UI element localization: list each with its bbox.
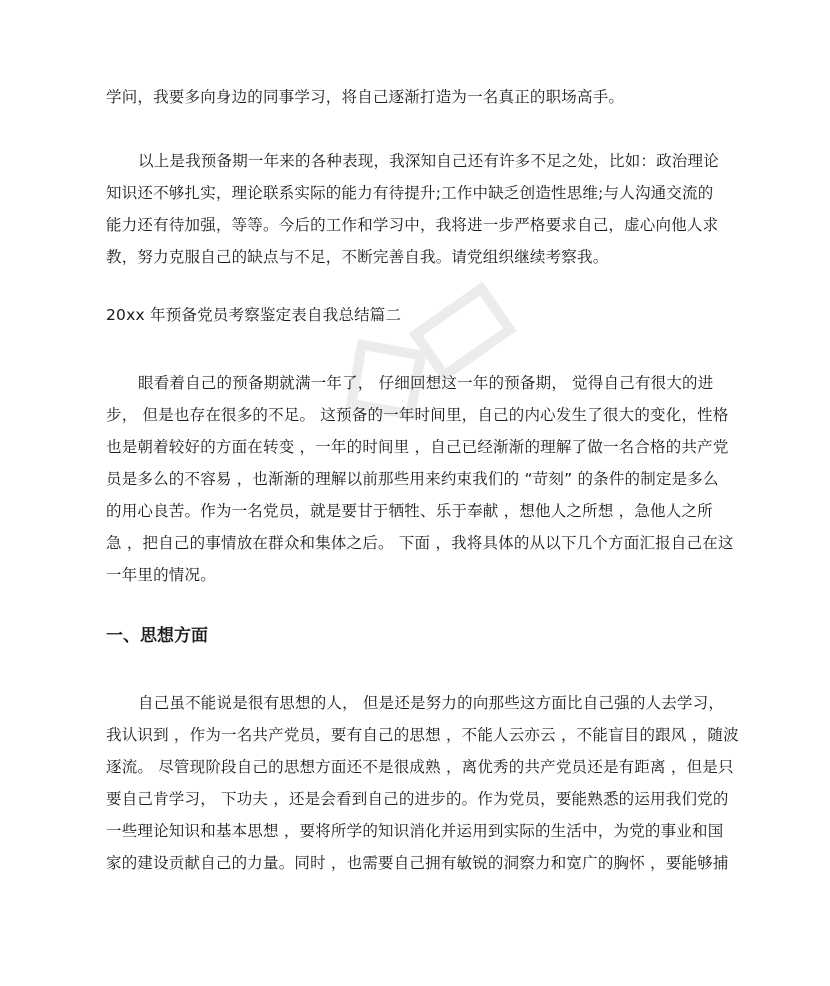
thought-line-4: 要自己肯学习， 下功夫 ，还是会看到自己的进步的。作为党员，要能熟悉的运用我们党的 xyxy=(106,790,729,808)
heading-thought: 一、思想方面 xyxy=(106,626,208,646)
thought-line-2: 我认识到 ，作为一名共产党员，要有自己的思想 ，不能人云亦云 ，不能盲目的跟风 ，随波 xyxy=(106,726,739,744)
intro-tail-line: 学问，我要多向身边的同事学习，将自己逐渐打造为一名真正的职场高手。 xyxy=(106,88,625,106)
summary-line-1: 以上是我预备期一年来的各种表现，我深知自己还有许多不足之处，比如：政治理论 xyxy=(138,152,719,170)
summary-line-4: 教，努力克服自己的缺点与不足，不断完善自我。请党组织继续考察我。 xyxy=(106,248,609,266)
intro-line-3: 也是朝着较好的方面在转变 ，一年的时间里 ，自己已经渐渐的理解了做一名合格的共产党 xyxy=(106,438,729,456)
thought-line-5: 一些理论知识和基本思想 ，要将所学的知识消化并运用到实际的生活中，为党的事业和国 xyxy=(106,822,724,840)
section-title: 20xx 年预备党员考察鉴定表自我总结篇二 xyxy=(106,306,402,324)
intro-line-4: 员是多么的不容易 ，也渐渐的理解以前那些用来约束我们的 “苛刻” 的条件的制定是多么 xyxy=(106,470,719,488)
intro-line-1: 眼看着自己的预备期就满一年了， 仔细回想这一年的预备期， 觉得自己有很大的进 xyxy=(138,374,714,392)
thought-line-1: 自己虽不能说是很有思想的人， 但是还是努力的向那些这方面比自己强的人去学习， xyxy=(138,694,725,712)
intro-line-5: 的用心良苦。作为一名党员，就是要甘于牺牲、乐于奉献 ，想他人之所想 ，急他人之所 xyxy=(106,502,713,520)
intro-line-2: 步， 但是也存在很多的不足。 这预备的一年时间里，自己的内心发生了很大的变化，性格 xyxy=(106,406,729,424)
intro-line-7: 一年里的情况。 xyxy=(106,566,216,584)
thought-line-6: 家的建设贡献自己的力量。同时 ，也需要自己拥有敏锐的洞察力和宽广的胸怀 ，要能够捕 xyxy=(106,854,729,872)
thought-line-3: 逐流。 尽管现阶段自己的思想方面还不是很成熟 ，离优秀的共产党员还是有距离 ，但是只 xyxy=(106,758,734,776)
intro-line-6: 急 ，把自己的事情放在群众和集体之后。 下面 ，我将具体的从以下几个方面汇报自己在这 xyxy=(106,534,734,552)
summary-line-3: 能力还有待加强，等等。今后的工作和学习中，我将进一步严格要求自己，虚心向他人求 xyxy=(106,216,719,234)
summary-line-2: 知识还不够扎实，理论联系实际的能力有待提升;工作中缺乏创造性思维;与人沟通交流的 xyxy=(106,184,714,202)
diamond-watermark-icon xyxy=(317,253,544,458)
